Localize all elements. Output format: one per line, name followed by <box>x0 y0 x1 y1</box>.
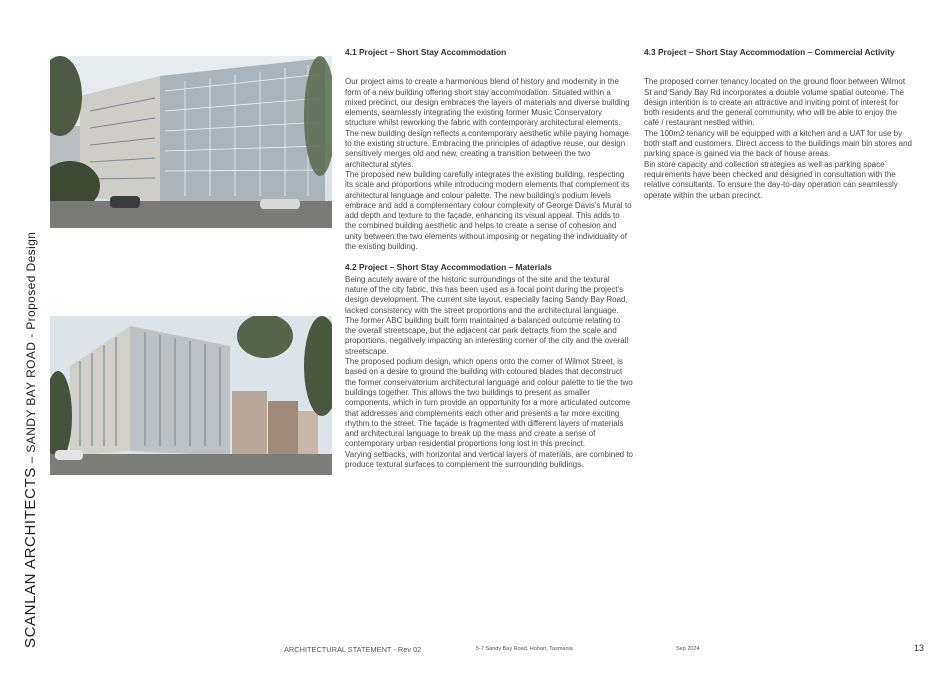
section-4-1-heading: 4.1 Project – Short Stay Accommodation <box>345 47 507 57</box>
footer-address: 5-7 Sandy Bay Road, Hobart, Tasmania <box>476 646 573 652</box>
page-number: 13 <box>914 643 925 653</box>
footer-document-title: ARCHITECTURAL STATEMENT - Rev 02 <box>284 645 422 654</box>
section-4-2-paragraph: The proposed podium design, which opens onto the corner of Wilmot Street, is based on a desire to ground the building with coloured blades that deconstruct the former conservatorium architectural language and colour palette to tie the two buildings together. This allows the two buildings to present as smaller components, which in turn provide an opportunity for a more articulated outcome that addresses and complements each other and presents a far more exciting rhythm to the street. The façade is fragmented with different layers of materials and architectural language to break up the mass and create a sense of contemporary urban residential proportions long lost in this precinct. <box>345 357 633 449</box>
rendering-corner-view <box>50 316 332 475</box>
project-name: SANDY BAY ROAD - Proposed Design <box>24 231 38 453</box>
title-separator: – <box>24 452 38 468</box>
rendering-street-view <box>50 56 332 228</box>
middle-text-column <box>345 47 633 470</box>
right-text-column <box>644 47 912 201</box>
section-4-1-paragraph: Our project aims to create a harmonious blend of history and modernity in the form of a new building offering short stay accommodation. Situated within a mixed precinct, our design embraces the layers of materials and diverse building elements, seamlessly integrating the existing former Music Conservatory structure whilst reworking the fabric with contemporary architectural elements. <box>345 77 630 128</box>
section-4-3-paragraph: Bin store capacity and collection strategies as well as parking space requirements have been checked and designed in consultation with the relative consultants. To ensure the day-to-day operation can seamlessly operate within the urban precinct. <box>644 159 898 200</box>
section-4-3-heading: 4.3 Project – Short Stay Accommodation – Commercial Activity <box>644 47 895 57</box>
footer-date: Sep 2024 <box>676 646 700 652</box>
section-4-2-paragraph: Being acutely aware of the historic surroundings of the site and the textural nature of the city fabric, this has been used as a focal point during the project's design development. The current site layout, especially facing Sandy Bay Road, lacked consistency with the street proportions and the architectural language. The former ABC building built form maintained a balanced outcome relating to the overall streetscape, but the adjacent car park detracts from the scale and proportions, negatively impacting an interesting corner of the city and the overall streetscape. <box>345 274 629 356</box>
firm-name: SCANLAN ARCHITECTS <box>22 467 39 648</box>
section-4-1-paragraph: The proposed new building carefully integrates the existing building, respecting its scale and proportions while introducing modern elements that complement its architectural language and colour palette. The new building's podium levels embrace and add a complementary colour complexity of George Davis's Mural to add depth and texture to the façade, enhancing its visual appeal. This adds to the combined building aesthetic and helps to create a sense of cohesion and unity between the two elements without imposing or negating the individuality of the existing building. <box>345 169 632 252</box>
section-4-1-paragraph: The new building design reflects a contemporary aesthetic while paying homage to the existing structure. Embracing the principles of adaptive reuse, our design sensitively merges old and new, creating a transition between the two architectural styles. <box>345 128 629 169</box>
section-4-2-paragraph: Varying setbacks, with horizontal and vertical layers of materials, are combined to produce textural surfaces to complement the surrounding buildings. <box>345 449 633 469</box>
vertical-document-title <box>22 232 40 648</box>
section-4-2-heading: 4.2 Project – Short Stay Accommodation – Materials <box>345 262 552 273</box>
section-4-3-paragraph: The 100m2 tenancy will be equipped with a kitchen and a UAT for use by both staff and customers. Direct access to the buildings main bin stores and parking space is gained via the back of house areas. <box>644 128 912 159</box>
section-4-3-paragraph: The proposed corner tenancy located on the ground floor between Wilmot St and Sandy Bay Rd incorporates a double volume spatial outcome. The design intention is to create an attractive and inviting point of interest for both residents and the general community, who will be able to enjoy the café / restaurant nestled within. <box>644 77 906 128</box>
